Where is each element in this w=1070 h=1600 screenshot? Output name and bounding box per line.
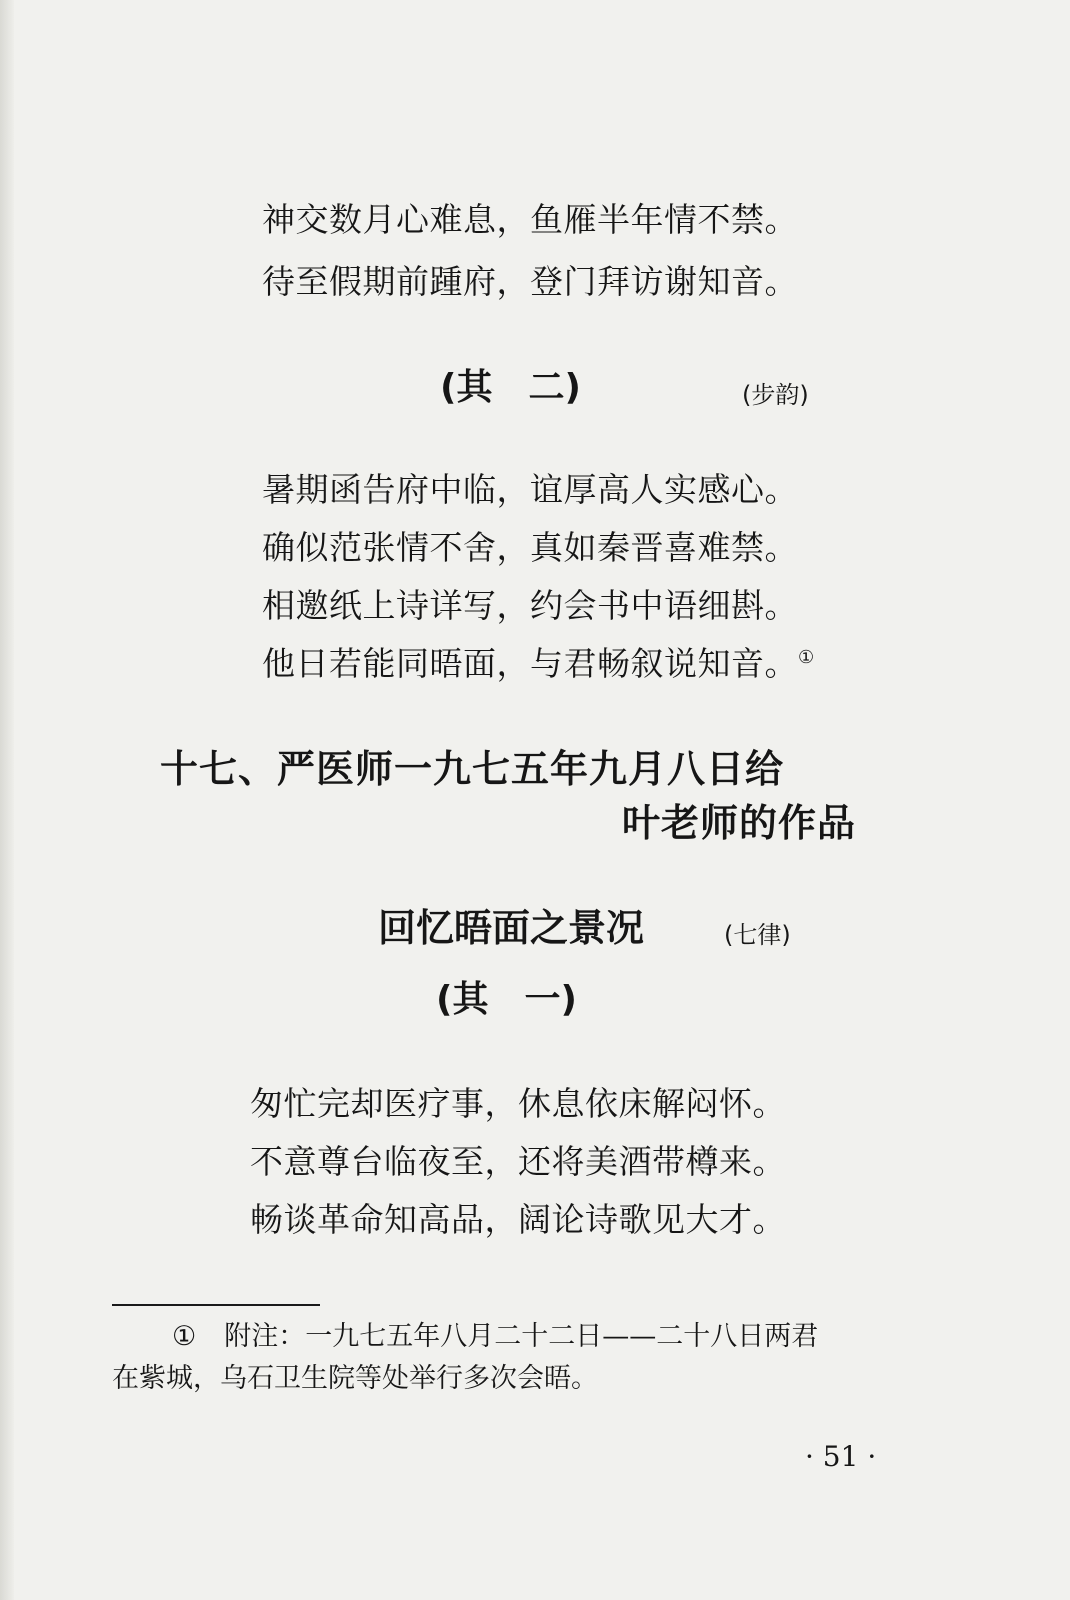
footnote-rule [112, 1304, 320, 1306]
poem-c-line-2: 不意尊台临夜至，还将美酒带樽来。 [250, 1142, 786, 1181]
page-number: · 51 · [805, 1440, 877, 1473]
footnote-text-1: 附注：一九七五年八月二十二日——二十八日两君 [224, 1321, 819, 1352]
poem-a-line-2: 待至假期前踵府，登门拜访谢知音。 [262, 262, 798, 301]
poem-c-subheading: (其 一) [436, 979, 577, 1020]
poem-b-heading: (其 二) [440, 367, 581, 408]
poem-a-line-1: 神交数月心难息，鱼雁半年情不禁。 [262, 200, 798, 239]
poem-c-line-1: 匆忙完却医疗事，休息依床解闷怀。 [250, 1084, 786, 1123]
footnote-reference: ① [798, 647, 815, 668]
poem-c-form-note: (七律) [724, 921, 791, 949]
footnote-line-2: 在紫城，乌石卫生院等处举行多次会晤。 [112, 1363, 598, 1394]
poem-b-line-4 [262, 644, 815, 684]
chapter-title-line-2: 叶老师的作品 [622, 801, 857, 845]
footnote-marker: ① [172, 1321, 197, 1352]
poem-b-line-4-text: 他日若能同晤面，与君畅叙说知音。 [262, 644, 798, 683]
poem-b-note: (步韵) [742, 381, 809, 409]
poem-b-line-3: 相邀纸上诗详写，约会书中语细斟。 [262, 586, 798, 625]
poem-b-line-2: 确似范张情不舍，真如秦晋喜难禁。 [262, 528, 798, 567]
chapter-title-line-1: 十七、严医师一九七五年九月八日给 [160, 747, 785, 791]
poem-c-title: 回忆晤面之景况 [378, 906, 645, 950]
poem-b-line-1: 暑期函告府中临，谊厚高人实感心。 [262, 470, 798, 509]
footnote-line-1 [172, 1320, 818, 1354]
page-edge [0, 0, 14, 1600]
poem-c-line-3: 畅谈革命知高品，阔论诗歌见大才。 [250, 1200, 786, 1239]
